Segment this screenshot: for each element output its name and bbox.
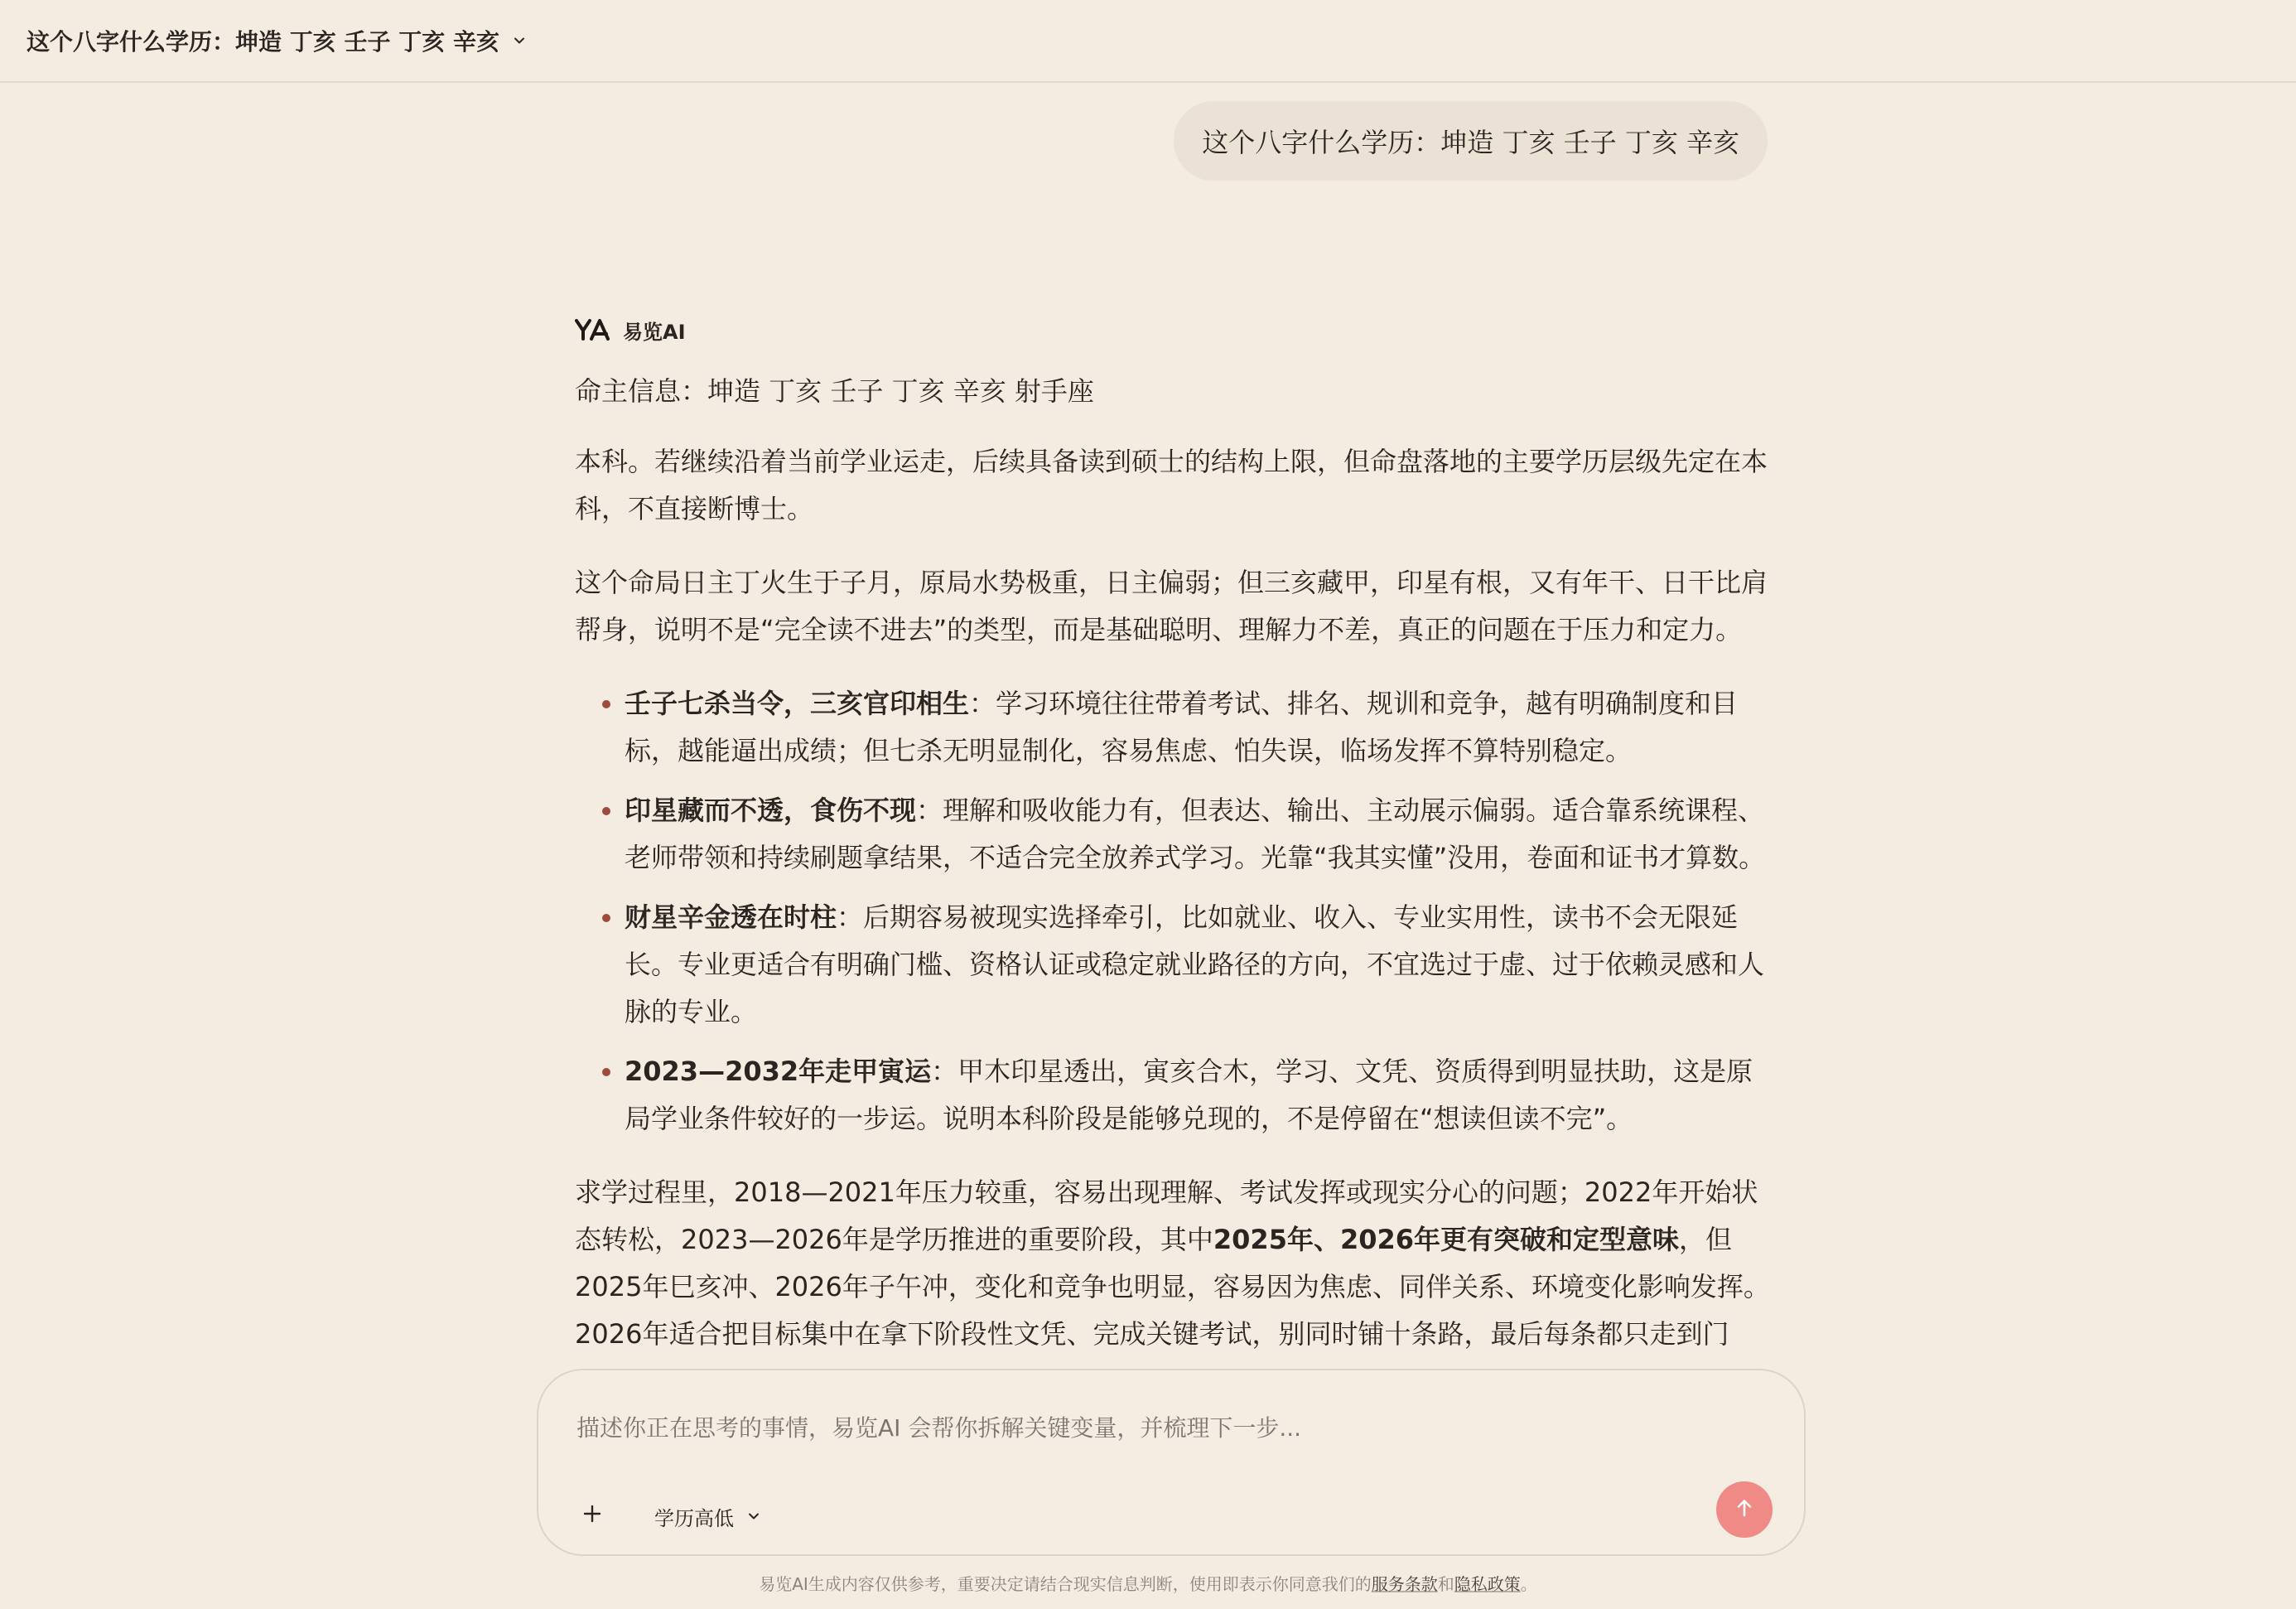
list-item — [625, 1048, 1771, 1143]
answer-paragraph-1: 本科。若继续沿着当前学业运走，后续具备读到硕士的结构上限，但命盘落地的主要学历层级先定在本科，不直接断博士。 — [575, 446, 1768, 524]
conversation-title: 这个八字什么学历：坤造 丁亥 壬子 丁亥 辛亥 — [27, 28, 499, 56]
plus-icon — [581, 1503, 603, 1528]
analysis-list — [575, 680, 1771, 1143]
user-message-bubble — [1174, 101, 1768, 181]
message-input[interactable] — [575, 1413, 1738, 1442]
message-composer — [537, 1369, 1806, 1556]
disclaimer-text: 易览AI生成内容仅供参考，重要决定请结合现实信息判断，使用即表示你同意我们的 — [759, 1574, 1372, 1594]
mode-select-label: 学历高低 — [654, 1506, 734, 1530]
paragraph-text: 求学过程里，2018—2021年压力较重，容易出现理解、考试发挥或现实分心的问题；2022年开始状态转松，2023—2026年是学历推进的重要阶段，其中 — [575, 1177, 1758, 1255]
list-item-heading: 2023—2032年走甲寅运 — [625, 1056, 932, 1087]
disclaimer-text: 。 — [1520, 1574, 1537, 1594]
mode-select[interactable] — [654, 1498, 762, 1534]
send-button[interactable] — [1716, 1481, 1773, 1538]
disclaimer-footer — [0, 1571, 2296, 1595]
arrow-up-icon — [1732, 1495, 1757, 1524]
list-item-text: ：理解和吸收能力有，但表达、输出、主动展示偏弱。适合靠系统课程、老师带领和持续刷题拿结果，不适合完全放养式学习。光靠“我其实懂”没用，卷面和证书才算数。 — [625, 795, 1766, 873]
list-item — [625, 680, 1771, 775]
list-item-text: ：学习环境往往带着考试、排名、规训和竞争，越有明确制度和目标，越能逼出成绩；但七杀无明显制化，容易焦虑、怕失误，临场发挥不算特别稳定。 — [625, 688, 1739, 766]
chevron-down-icon — [745, 1508, 762, 1524]
yl-logo-icon — [575, 317, 611, 342]
top-bar — [0, 0, 2296, 83]
assistant-message-body — [575, 368, 1771, 1405]
attach-button[interactable] — [572, 1495, 613, 1536]
conversation-title-dropdown[interactable] — [27, 24, 528, 57]
assistant-name: 易览AI — [623, 320, 686, 344]
disclaimer-text: 和 — [1437, 1574, 1454, 1594]
terms-link[interactable]: 服务条款 — [1371, 1574, 1438, 1594]
list-item-text: ：后期容易被现实选择牵引，比如就业、收入、专业实用性，读书不会无限延长。专业更适合有明确门槛、资格认证或稳定就业路径的方向，不宜选过于虚、过于依赖灵感和人脉的专业。 — [625, 901, 1765, 1027]
paragraph-emphasis: 2025年、2026年更有突破和定型意味 — [1213, 1224, 1680, 1255]
list-item — [625, 787, 1771, 882]
privacy-link[interactable]: 隐私政策 — [1454, 1574, 1521, 1594]
list-item-heading: 壬子七杀当令，三亥官印相生 — [625, 688, 970, 719]
list-item-heading: 印星藏而不透，食伤不现 — [625, 795, 917, 826]
chart-info-line: 命主信息：坤造 丁亥 壬子 丁亥 辛亥 射手座 — [575, 375, 1094, 407]
user-message-text: 这个八字什么学历：坤造 丁亥 壬子 丁亥 辛亥 — [1202, 127, 1739, 158]
paragraph-text: ，但2025年巳亥冲、2026年子午冲，变化和竞争也明显，容易因为焦虑、同伴关系、环境变化影响发挥。2026年适合把目标集中在拿下阶段性文凭、完成关键考试，别同时铺十条路，最后每条都只走到门 — [575, 1224, 1770, 1350]
list-item-text: ：甲木印星透出，寅亥合木，学习、文凭、资质得到明显扶助，这是原局学业条件较好的一步运。说明本科阶段是能够兑现的，不是停留在“想读但读不完”。 — [625, 1056, 1753, 1134]
assistant-message — [575, 312, 1771, 1432]
chevron-down-icon — [511, 32, 528, 49]
list-item-heading: 财星辛金透在时柱 — [625, 901, 837, 933]
answer-paragraph-2: 这个命局日主丁火生于子月，原局水势极重，日主偏弱；但三亥藏甲，印星有根，又有年干、日干比肩帮身，说明不是“完全读不进去”的类型，而是基础聪明、理解力不差，真正的问题在于压力和定力。 — [575, 567, 1768, 645]
assistant-header — [575, 312, 1771, 348]
list-item — [625, 894, 1771, 1036]
